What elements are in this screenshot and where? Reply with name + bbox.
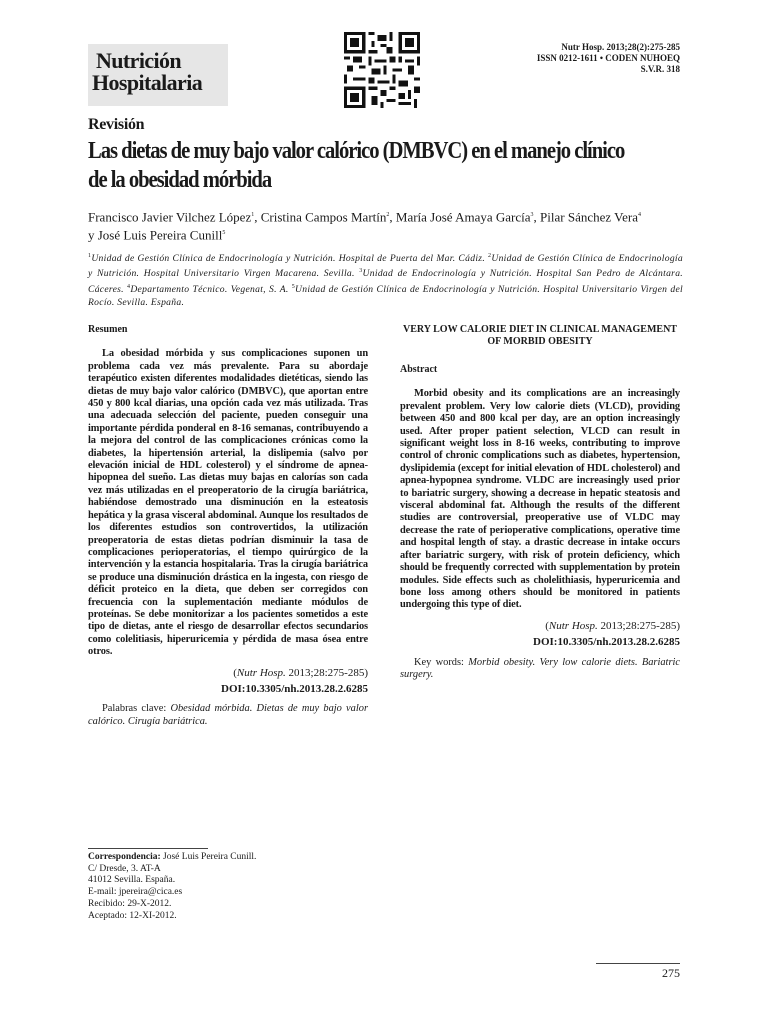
- spanish-doi: DOI:10.3305/nh.2013.28.2.6285: [221, 682, 368, 695]
- section-label: Revisión: [88, 116, 145, 133]
- resumen-heading: Resumen: [88, 324, 128, 335]
- english-keywords-label: Key words:: [414, 656, 464, 668]
- affiliations: $^1$Unidad de Gestión Clínica de Endocrinología y Nutrición. Hospital de Puerta del Mar. Cádiz. $^2$Unidad de Gestión Clínica de Endocrinología y Nutrición. Hospital Universitario Virgen Macarena. Sevilla. $^3$Unidad de Endocrinología y Nutrición. Hospital San Pedro de Alcántara. Cáceres. $^4$Departamento Técnico. Vegenat, S. A. $^5$Unidad de Gestión Clínica de Endocrinología y Nutrición. Hospital Universitario Virgen del Rocío. Sevilla. España.: [88, 253, 684, 309]
- article-title: Las dietas de muy bajo valor calórico (DMBVC) en el manejo clínico de la obesidad mórbida: [88, 138, 625, 193]
- svr-line: S.V.R. 318: [640, 64, 680, 74]
- correspondence-block: [88, 852, 368, 898]
- page-number: 275: [662, 966, 680, 980]
- abstract-heading: Abstract: [400, 364, 438, 375]
- spanish-cite-journal: Nutr Hosp.: [236, 666, 286, 679]
- author-list: Francisco Javier Vilchez López$^1$, Cristina Campos Martín$^2$, María José Amaya García$^3$, Pilar Sánchez Vera$^4$ y José Luis Pereira Cunill$^5$: [88, 209, 641, 243]
- spanish-keywords-label: Palabras clave:: [102, 703, 167, 715]
- affiliation-4: Departamento Técnico. Vegenat, S. A.: [130, 283, 289, 295]
- correspondence-label: Correspondencia:: [88, 852, 161, 862]
- correspondence-email[interactable]: E-mail: jpereira@cica.es: [88, 886, 183, 897]
- author-4: Pilar Sánchez Vera: [540, 209, 638, 225]
- spanish-keywords: [88, 703, 368, 728]
- journal-logo: [88, 44, 228, 106]
- correspondence-divider: [88, 848, 208, 849]
- spanish-citation: (Nutr Hosp. 2013;28:275-285): [233, 666, 368, 679]
- page-number-divider: [596, 963, 680, 964]
- resumen-body: La obesidad mórbida y sus complicaciones suponen un problema cada vez más prevalente. Para su abordaje terapéutico existen diferentes modalidades dietéticas, siendo las dietas de muy bajo valor calórico (DMBVC), que aportan entre 450 y 800 kcal diarias, una opción cada vez más utilizada. Tras una adecuada selección del paciente, pueden conseguir una importante pérdida ponderal en 8-16 semanas, contribuyendo a la mejora del control de las complicaciones crónicas como la diabetes, la hipertensión arterial, la dislipemia (salvo por elevación inicial de HDL colesterol) y el síndrome de apnea-hipopnea del sueño. Las dietas muy bajas en calorías son cada vez más utilizadas en el preoperatorio de la cirugía bariátrica, habiéndose demostrado una disminución en la esteatosis hepática y la grasa visceral abdominal. Aunque los resultados de los diferentes estudios son controvertidos, la utilización preoperatoria de estas dietas podrían disminuir la tasa de complicaciones perioperatorias, el tiempo quirúrgico de la intervención y la estancia hospitalaria. Tras la cirugía bariátrica se produce una disminución drástica en la ingesta, con riesgo de déficit proteico en la dieta, que deben ser corregidos con frecuencia con la suplementación mediante módulos de proteínas. Se debe monitorizar a los pacientes sometidos a este tipo de dietas, ante el riesgo de desarrollar efectos secundarios como colelitiasis, hiperuricemia y pérdida de masa ósea entre otros.: [88, 348, 368, 658]
- issn-line: ISSN 0212-1611 • CODEN NUHOEQ: [536, 53, 680, 63]
- spanish-cite-rest: 2013;28:275-285): [288, 666, 368, 679]
- english-keywords-text: Morbid obesity. Very low calorie diets. Bariatric surgery.: [400, 656, 680, 680]
- spanish-abstract: [88, 324, 368, 728]
- english-doi: DOI:10.3305/nh.2013.28.2.6285: [533, 636, 680, 649]
- affiliation-3: Unidad de Endocrinología y Nutrición. Hospital San Pedro de Alcántara. Cáceres.: [88, 268, 684, 295]
- submission-dates: [88, 899, 368, 922]
- affiliation-2: Unidad de Gestión Clínica de Endocrinología y Nutrición. Hospital Universitario Virgen Macarena. Sevilla.: [88, 253, 683, 280]
- affiliation-5: Unidad de Gestión Clínica de Endocrinología y Nutrición. Hospital Universitario Virgen del Rocío. Sevilla. España.: [88, 283, 683, 309]
- author-2: Cristina Campos Martín: [260, 209, 387, 225]
- english-abstract: [400, 324, 680, 681]
- english-cite-rest: 2013;28:275-285): [600, 619, 680, 632]
- accepted-date: Aceptado: 12-XI-2012.: [88, 910, 177, 921]
- english-citation: (Nutr Hosp. 2013;28:275-285): [545, 619, 680, 632]
- affiliation-1: Unidad de Gestión Clínica de Endocrinología y Nutrición. Hospital de Puerta del Mar. Cádiz.: [91, 253, 486, 265]
- logo-line-2: Hospitalaria: [92, 70, 203, 95]
- author-5: José Luis Pereira Cunill: [97, 227, 223, 243]
- qr-code-icon: [344, 32, 420, 108]
- citation-line: Nutr Hosp. 2013;28(2):275-285: [561, 42, 680, 52]
- author-3: María José Amaya García: [395, 209, 531, 225]
- article-metadata: [480, 42, 680, 75]
- correspondence-street: C/ Dresde, 3. AT-A: [88, 863, 161, 874]
- english-keywords: [400, 657, 680, 682]
- english-title: VERY LOW CALORIE DIET IN CLINICAL MANAGEMENT OF MORBID OBESITY: [403, 324, 677, 347]
- english-cite-journal: Nutr Hosp.: [548, 619, 598, 632]
- correspondence-city: 41012 Sevilla. España.: [88, 875, 176, 885]
- abstract-body: Morbid obesity and its complications are an increasingly prevalent problem. Very low calorie diets (VLCD), providing between 450 and 800 kcal per day, are an option increasingly used. After proper patient selection, VLCD can result in significant weight loss in 8-16 weeks, contributing to improve control of chronic complications such as diabetes, hypertension, dyslipidemia (except for initial elevation of HDL cholesterol) and apnea-hypopnea syndrome. VLDC are increasingly used prior to bariatric surgery, showing a decrease in hepatic steatosis and visceral abdominal fat. Although the results of the different studies are controversial, preoperative use of VLDC may decrease the rate of perioperative complications, operative time and hospital length of stay. a drastic decrease in intake occurs after bariatric surgery, with risk of protein deficiency, which should be frequently corrected with supplementation by protein modules. Side effects such as cholelithiasis, hyperuricemia and bone loss among others should be monitored in patients undergoing this type of diet.: [400, 388, 680, 611]
- received-date: Recibido: 29-X-2012.: [88, 899, 172, 909]
- author-1: Francisco Javier Vilchez López: [88, 209, 252, 225]
- correspondence-name: José Luis Pereira Cunill.: [163, 852, 257, 862]
- spanish-keywords-text: Obesidad mórbida. Dietas de muy bajo valor calórico. Cirugía bariátrica.: [88, 703, 368, 727]
- logo-line-1: Nutrición: [96, 48, 182, 73]
